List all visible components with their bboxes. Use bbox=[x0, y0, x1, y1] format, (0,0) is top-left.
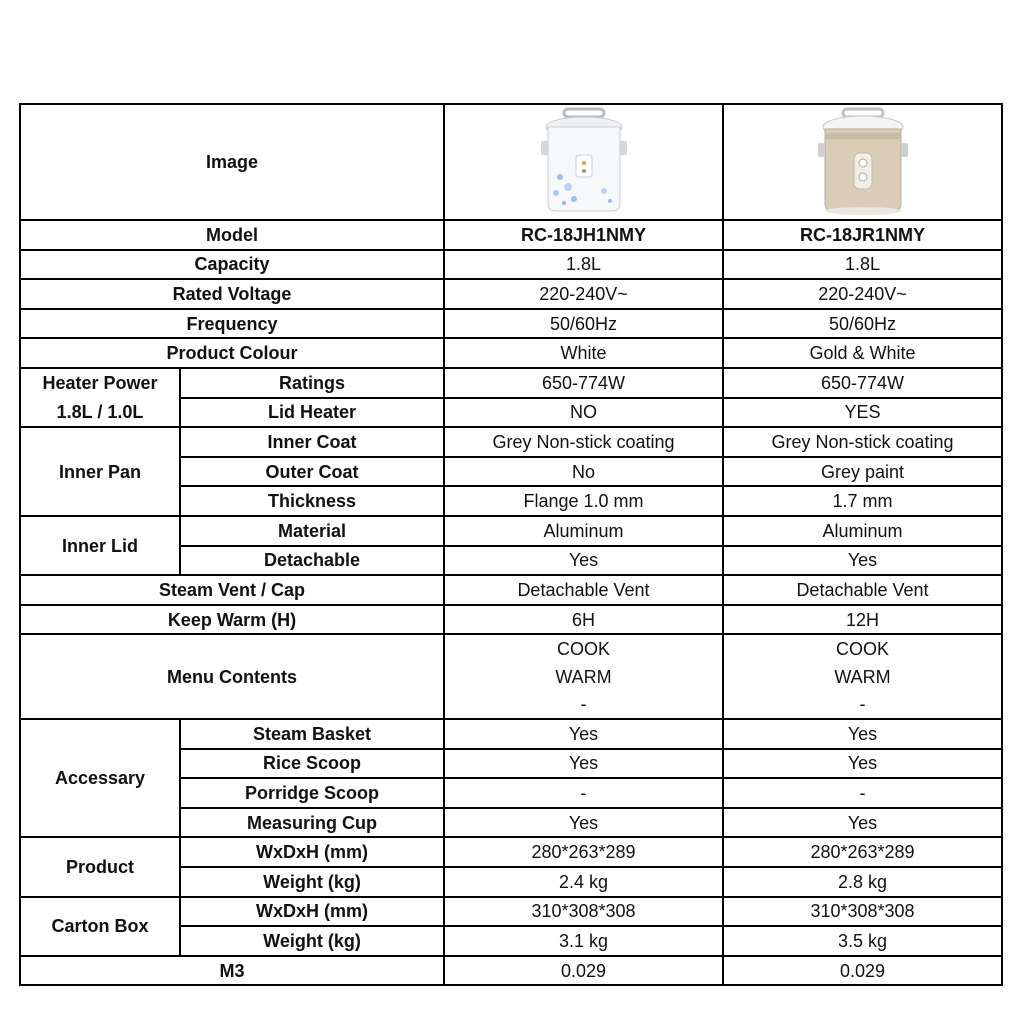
product-group-label: Product bbox=[20, 837, 180, 896]
m3-value-2: 0.029 bbox=[723, 956, 1002, 986]
menu-value-2-dash: - bbox=[723, 691, 1002, 720]
thickness-value-1: Flange 1.0 mm bbox=[444, 486, 723, 516]
inner-pan-row-coat bbox=[20, 427, 1002, 457]
inner-coat-value-1: Grey Non-stick coating bbox=[444, 427, 723, 457]
frequency-row bbox=[20, 309, 1002, 339]
carton-dims-label: WxDxH (mm) bbox=[180, 897, 444, 927]
steam-basket-value-1: Yes bbox=[444, 719, 723, 749]
porridge-scoop-value-2: - bbox=[723, 778, 1002, 808]
frequency-value-1: 50/60Hz bbox=[444, 309, 723, 339]
outer-coat-value-2: Grey paint bbox=[723, 457, 1002, 487]
colour-label: Product Colour bbox=[20, 338, 444, 368]
voltage-row bbox=[20, 279, 1002, 309]
carton-row-dims bbox=[20, 897, 1002, 927]
carton-weight-value-1: 3.1 kg bbox=[444, 926, 723, 956]
model-row bbox=[20, 220, 1002, 250]
ratings-value-2: 650-774W bbox=[723, 368, 1002, 398]
carton-dims-value-1: 310*308*308 bbox=[444, 897, 723, 927]
rice-scoop-label: Rice Scoop bbox=[180, 749, 444, 779]
ratings-value-1: 650-774W bbox=[444, 368, 723, 398]
ratings-label: Ratings bbox=[180, 368, 444, 398]
model-label: Model bbox=[20, 220, 444, 250]
heater-row-lid bbox=[20, 398, 1002, 428]
outer-coat-label: Outer Coat bbox=[180, 457, 444, 487]
product-weight-value-2: 2.8 kg bbox=[723, 867, 1002, 897]
lid-heater-value-1: NO bbox=[444, 398, 723, 428]
steam-basket-label: Steam Basket bbox=[180, 719, 444, 749]
colour-row bbox=[20, 338, 1002, 368]
heater-group-label: Heater Power bbox=[20, 368, 180, 398]
m3-label: M3 bbox=[20, 956, 444, 986]
accessory-row-basket bbox=[20, 719, 1002, 749]
carton-weight-value-2: 3.5 kg bbox=[723, 926, 1002, 956]
image-row bbox=[20, 104, 1002, 220]
product-dims-value-2: 280*263*289 bbox=[723, 837, 1002, 867]
product-image-2 bbox=[723, 104, 1002, 220]
menu-label: Menu Contents bbox=[20, 634, 444, 719]
model-value-1: RC-18JH1NMY bbox=[444, 220, 723, 250]
m3-row bbox=[20, 956, 1002, 986]
heater-group-sub: 1.8L / 1.0L bbox=[20, 398, 180, 428]
voltage-label: Rated Voltage bbox=[20, 279, 444, 309]
image-label: Image bbox=[20, 104, 444, 220]
porridge-scoop-label: Porridge Scoop bbox=[180, 778, 444, 808]
voltage-value-1: 220-240V~ bbox=[444, 279, 723, 309]
inner-coat-value-2: Grey Non-stick coating bbox=[723, 427, 1002, 457]
steam-basket-value-2: Yes bbox=[723, 719, 1002, 749]
material-label: Material bbox=[180, 516, 444, 546]
rice-scoop-value-2: Yes bbox=[723, 749, 1002, 779]
capacity-label: Capacity bbox=[20, 250, 444, 280]
inner-pan-group-label: Inner Pan bbox=[20, 427, 180, 516]
m3-value-1: 0.029 bbox=[444, 956, 723, 986]
measuring-cup-value-1: Yes bbox=[444, 808, 723, 838]
inner-lid-group-label: Inner Lid bbox=[20, 516, 180, 575]
detachable-value-2: Yes bbox=[723, 546, 1002, 576]
keep-warm-value-1: 6H bbox=[444, 605, 723, 635]
detachable-value-1: Yes bbox=[444, 546, 723, 576]
product-dims-label: WxDxH (mm) bbox=[180, 837, 444, 867]
colour-value-1: White bbox=[444, 338, 723, 368]
frequency-label: Frequency bbox=[20, 309, 444, 339]
carton-dims-value-2: 310*308*308 bbox=[723, 897, 1002, 927]
outer-coat-value-1: No bbox=[444, 457, 723, 487]
lid-heater-value-2: YES bbox=[723, 398, 1002, 428]
porridge-scoop-value-1: - bbox=[444, 778, 723, 808]
menu-value-1-dash: - bbox=[444, 691, 723, 720]
voltage-value-2: 220-240V~ bbox=[723, 279, 1002, 309]
material-value-2: Aluminum bbox=[723, 516, 1002, 546]
menu-row-cook bbox=[20, 634, 1002, 663]
rice-cooker-gold-icon bbox=[813, 107, 913, 217]
steam-vent-value-1: Detachable Vent bbox=[444, 575, 723, 605]
product-image-1 bbox=[444, 104, 723, 220]
keep-warm-row bbox=[20, 605, 1002, 635]
menu-value-1-warm: WARM bbox=[444, 663, 723, 691]
measuring-cup-value-2: Yes bbox=[723, 808, 1002, 838]
thickness-label: Thickness bbox=[180, 486, 444, 516]
keep-warm-label: Keep Warm (H) bbox=[20, 605, 444, 635]
product-row-dims bbox=[20, 837, 1002, 867]
product-weight-value-1: 2.4 kg bbox=[444, 867, 723, 897]
product-dims-value-1: 280*263*289 bbox=[444, 837, 723, 867]
capacity-row bbox=[20, 250, 1002, 280]
inner-lid-row-material bbox=[20, 516, 1002, 546]
rice-scoop-value-1: Yes bbox=[444, 749, 723, 779]
material-value-1: Aluminum bbox=[444, 516, 723, 546]
colour-value-2: Gold & White bbox=[723, 338, 1002, 368]
menu-value-1-cook: COOK bbox=[444, 634, 723, 663]
carton-group-label: Carton Box bbox=[20, 897, 180, 956]
menu-value-2-cook: COOK bbox=[723, 634, 1002, 663]
model-value-2: RC-18JR1NMY bbox=[723, 220, 1002, 250]
detachable-label: Detachable bbox=[180, 546, 444, 576]
keep-warm-value-2: 12H bbox=[723, 605, 1002, 635]
measuring-cup-label: Measuring Cup bbox=[180, 808, 444, 838]
spec-comparison-table bbox=[19, 103, 1003, 986]
steam-vent-value-2: Detachable Vent bbox=[723, 575, 1002, 605]
menu-value-2-warm: WARM bbox=[723, 663, 1002, 691]
product-weight-label: Weight (kg) bbox=[180, 867, 444, 897]
carton-weight-label: Weight (kg) bbox=[180, 926, 444, 956]
heater-row-ratings bbox=[20, 368, 1002, 398]
thickness-value-2: 1.7 mm bbox=[723, 486, 1002, 516]
frequency-value-2: 50/60Hz bbox=[723, 309, 1002, 339]
steam-vent-label: Steam Vent / Cap bbox=[20, 575, 444, 605]
capacity-value-1: 1.8L bbox=[444, 250, 723, 280]
rice-cooker-white-icon bbox=[534, 107, 634, 217]
inner-coat-label: Inner Coat bbox=[180, 427, 444, 457]
accessory-group-label: Accessary bbox=[20, 719, 180, 837]
steam-vent-row bbox=[20, 575, 1002, 605]
capacity-value-2: 1.8L bbox=[723, 250, 1002, 280]
lid-heater-label: Lid Heater bbox=[180, 398, 444, 428]
